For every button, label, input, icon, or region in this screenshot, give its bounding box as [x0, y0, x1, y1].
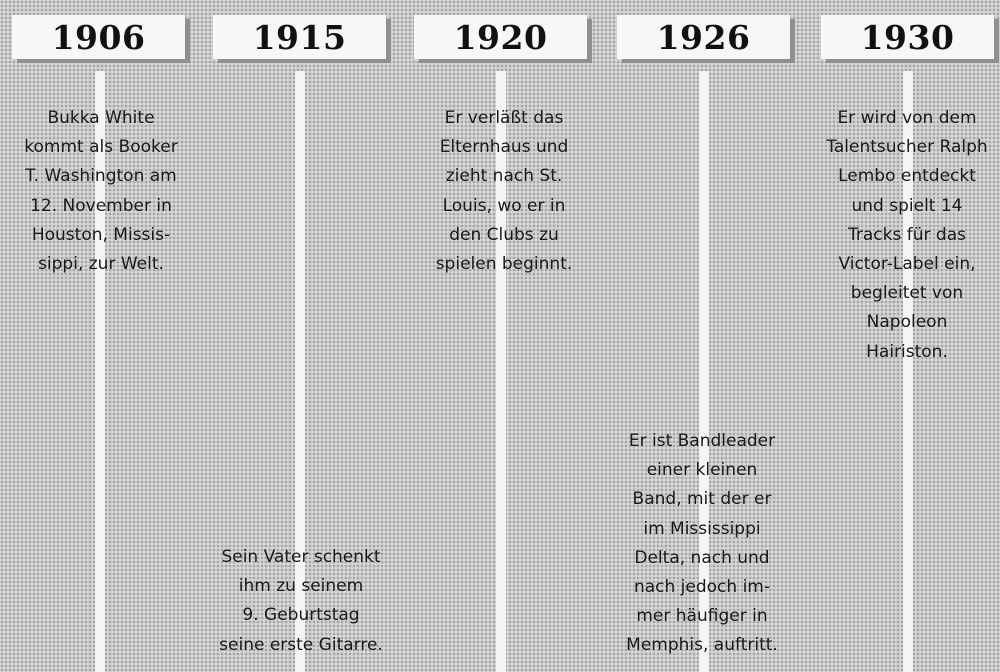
- event-text-1930: Er wird von dem Talentsucher Ralph Lembo entdeckt und spielt 14 Tracks für das Victor-Label ein, begleitet von Napoleon Hairiston.: [826, 108, 988, 362]
- year-label-1920: 1920: [414, 15, 587, 59]
- event-text-1906: Bukka White kommt als Booker T. Washington am 12. November in Houston, Missis- sippi, zur Welt.: [24, 108, 178, 275]
- year-label-1915: 1915: [213, 15, 386, 59]
- year-label-1930: 1930: [821, 15, 994, 59]
- year-label-1926: 1926: [617, 15, 790, 59]
- event-text-1915: Sein Vater schenkt ihm zu seinem 9. Geburtstag seine erste Gitarre.: [219, 547, 383, 655]
- event-text-1920: Er verläßt das Elternhaus und zieht nach St. Louis, wo er in den Clubs zu spielen beginnt.: [435, 108, 573, 275]
- event-text-1926: Er ist Bandleader einer kleinen Band, mit der er im Mississippi Delta, nach und nach jedoch im- mer häufiger in Memphis, auftritt.: [626, 431, 778, 656]
- year-label-1906: 1906: [12, 15, 185, 59]
